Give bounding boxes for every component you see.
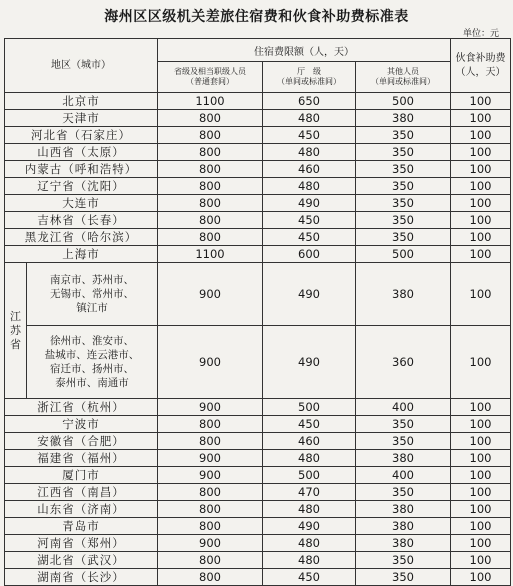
value-cell: 500 <box>263 399 356 416</box>
table-row <box>5 552 511 569</box>
table-row <box>5 246 511 263</box>
header-meal-sub: （人，天） <box>455 66 506 78</box>
value-cell: 380 <box>356 518 451 535</box>
table-row <box>5 416 511 433</box>
header-meal-label: 伙食补助费 <box>455 52 506 64</box>
value-cell: 800 <box>158 433 263 450</box>
standards-table <box>4 38 511 586</box>
value-cell: 100 <box>451 110 511 127</box>
value-cell: 800 <box>158 195 263 212</box>
table-row <box>5 535 511 552</box>
table-row <box>5 195 511 212</box>
header-region: 地区（城市） <box>5 39 158 93</box>
region-line: 无锡市、常州市、 <box>50 288 134 300</box>
header-col3 <box>356 62 451 93</box>
value-cell: 350 <box>356 229 451 246</box>
value-cell: 450 <box>263 416 356 433</box>
region-cell: 宁波市 <box>5 416 158 433</box>
region-cell: 山东省（济南） <box>5 501 158 518</box>
region-cell: 厦门市 <box>5 467 158 484</box>
value-cell: 350 <box>356 433 451 450</box>
value-cell: 900 <box>158 399 263 416</box>
table-row <box>5 127 511 144</box>
value-cell: 800 <box>158 518 263 535</box>
table-row <box>5 518 511 535</box>
value-cell: 100 <box>451 484 511 501</box>
table-body-jiangsu <box>5 263 511 399</box>
table-row <box>5 501 511 518</box>
region-cell: 辽宁省（沈阳） <box>5 178 158 195</box>
region-cell: 山西省（太原） <box>5 144 158 161</box>
header-lodging: 住宿费限额（人，天） <box>158 39 451 62</box>
header-col2 <box>263 62 356 93</box>
value-cell: 350 <box>356 552 451 569</box>
value-cell: 350 <box>356 416 451 433</box>
value-cell: 900 <box>158 263 263 326</box>
value-cell: 480 <box>263 535 356 552</box>
value-cell: 900 <box>158 450 263 467</box>
value-cell: 650 <box>263 93 356 110</box>
table-row <box>5 484 511 501</box>
region-cell: 大连市 <box>5 195 158 212</box>
region-line: 徐州市、淮安市、 <box>50 335 134 347</box>
region-cell: 河北省（石家庄） <box>5 127 158 144</box>
value-cell: 800 <box>158 161 263 178</box>
value-cell: 490 <box>263 195 356 212</box>
value-cell: 500 <box>263 467 356 484</box>
page-title: 海州区区级机关差旅住宿费和伙食补助费标准表 <box>104 9 409 25</box>
region-cell: 江西省（南昌） <box>5 484 158 501</box>
value-cell: 100 <box>451 501 511 518</box>
value-cell: 380 <box>356 110 451 127</box>
value-cell: 100 <box>451 212 511 229</box>
value-cell: 1100 <box>158 246 263 263</box>
value-cell: 350 <box>356 178 451 195</box>
value-cell: 490 <box>263 263 356 326</box>
region-cell: 河南省（郑州） <box>5 535 158 552</box>
value-cell: 800 <box>158 416 263 433</box>
region-cell: 浙江省（杭州） <box>5 399 158 416</box>
value-cell: 800 <box>158 212 263 229</box>
value-cell: 800 <box>158 110 263 127</box>
value-cell: 480 <box>263 450 356 467</box>
value-cell: 400 <box>356 399 451 416</box>
value-cell: 100 <box>451 450 511 467</box>
value-cell: 450 <box>263 229 356 246</box>
unit-note: 单位：元 <box>462 29 499 39</box>
province-char: 省 <box>10 337 21 351</box>
province-char: 江 <box>10 309 21 323</box>
region-cell: 安徽省（合肥） <box>5 433 158 450</box>
value-cell: 380 <box>356 535 451 552</box>
value-cell: 500 <box>356 246 451 263</box>
value-cell: 100 <box>451 195 511 212</box>
header-col1-label: 省级及相当职级人员 <box>174 67 246 76</box>
header-col3-label: 其他人员 <box>387 67 420 76</box>
value-cell: 800 <box>158 569 263 586</box>
value-cell: 450 <box>263 212 356 229</box>
value-cell: 100 <box>451 161 511 178</box>
table-row <box>5 110 511 127</box>
value-cell: 480 <box>263 110 356 127</box>
province-jiangsu-label <box>5 263 27 399</box>
region-line: 盐城市、连云港市、 <box>44 349 140 361</box>
table-row <box>5 569 511 586</box>
table-row <box>5 467 511 484</box>
value-cell: 490 <box>263 518 356 535</box>
value-cell: 100 <box>451 263 511 326</box>
region-cell <box>27 326 158 399</box>
value-cell: 800 <box>158 229 263 246</box>
value-cell: 100 <box>451 467 511 484</box>
value-cell: 100 <box>451 229 511 246</box>
table-row <box>5 212 511 229</box>
value-cell: 380 <box>356 450 451 467</box>
header-col1-sub: （普通套间） <box>186 77 234 86</box>
value-cell: 1100 <box>158 93 263 110</box>
value-cell: 350 <box>356 195 451 212</box>
region-cell: 湖北省（武汉） <box>5 552 158 569</box>
region-cell: 黑龙江省（哈尔滨） <box>5 229 158 246</box>
region-line: 宿迁市、扬州市、 <box>50 363 134 375</box>
table-row <box>5 229 511 246</box>
value-cell: 100 <box>451 569 511 586</box>
table-row <box>5 93 511 110</box>
value-cell: 900 <box>158 467 263 484</box>
province-char: 苏 <box>10 323 21 337</box>
value-cell: 100 <box>451 144 511 161</box>
region-cell: 上海市 <box>5 246 158 263</box>
table-row <box>5 450 511 467</box>
value-cell: 100 <box>451 535 511 552</box>
value-cell: 350 <box>356 161 451 178</box>
value-cell: 450 <box>263 569 356 586</box>
value-cell: 350 <box>356 484 451 501</box>
value-cell: 350 <box>356 569 451 586</box>
value-cell: 480 <box>263 178 356 195</box>
value-cell: 100 <box>451 246 511 263</box>
region-line: 泰州市、南通市 <box>55 377 129 389</box>
region-cell: 湖南省（长沙） <box>5 569 158 586</box>
header-col1 <box>158 62 263 93</box>
region-cell: 内蒙古（呼和浩特） <box>5 161 158 178</box>
region-cell: 吉林省（长春） <box>5 212 158 229</box>
value-cell: 360 <box>356 326 451 399</box>
region-cell: 青岛市 <box>5 518 158 535</box>
value-cell: 350 <box>356 127 451 144</box>
table-body-top <box>5 93 511 263</box>
value-cell: 100 <box>451 433 511 450</box>
table-row <box>5 263 511 326</box>
value-cell: 480 <box>263 144 356 161</box>
value-cell: 800 <box>158 484 263 501</box>
region-line: 镇江市 <box>76 302 108 314</box>
table-row <box>5 399 511 416</box>
value-cell: 100 <box>451 416 511 433</box>
value-cell: 350 <box>356 144 451 161</box>
table-row <box>5 161 511 178</box>
value-cell: 350 <box>356 212 451 229</box>
value-cell: 380 <box>356 263 451 326</box>
table-body-bottom <box>5 399 511 586</box>
value-cell: 450 <box>263 127 356 144</box>
region-cell: 福建省（福州） <box>5 450 158 467</box>
value-cell: 100 <box>451 399 511 416</box>
table-row <box>5 144 511 161</box>
value-cell: 480 <box>263 501 356 518</box>
region-cell: 北京市 <box>5 93 158 110</box>
value-cell: 800 <box>158 552 263 569</box>
table-row <box>5 178 511 195</box>
value-cell: 800 <box>158 144 263 161</box>
value-cell: 470 <box>263 484 356 501</box>
header-col3-sub: （单间或标准间） <box>371 77 436 86</box>
value-cell: 800 <box>158 178 263 195</box>
header-row-1 <box>5 39 511 62</box>
value-cell: 100 <box>451 127 511 144</box>
region-cell <box>27 263 158 326</box>
value-cell: 380 <box>356 501 451 518</box>
value-cell: 490 <box>263 326 356 399</box>
value-cell: 480 <box>263 552 356 569</box>
value-cell: 800 <box>158 501 263 518</box>
value-cell: 600 <box>263 246 356 263</box>
region-line: 南京市、苏州市、 <box>50 274 134 286</box>
value-cell: 100 <box>451 93 511 110</box>
value-cell: 100 <box>451 518 511 535</box>
value-cell: 500 <box>356 93 451 110</box>
value-cell: 400 <box>356 467 451 484</box>
header-col2-label: 厅 级 <box>297 67 321 76</box>
table-row <box>5 433 511 450</box>
value-cell: 460 <box>263 161 356 178</box>
value-cell: 800 <box>158 127 263 144</box>
header-meal <box>451 39 511 93</box>
value-cell: 900 <box>158 326 263 399</box>
header-col2-sub: （单间或标准间） <box>277 77 341 86</box>
value-cell: 100 <box>451 178 511 195</box>
table-row <box>5 326 511 399</box>
value-cell: 900 <box>158 535 263 552</box>
value-cell: 100 <box>451 552 511 569</box>
value-cell: 100 <box>451 326 511 399</box>
region-cell: 天津市 <box>5 110 158 127</box>
value-cell: 460 <box>263 433 356 450</box>
